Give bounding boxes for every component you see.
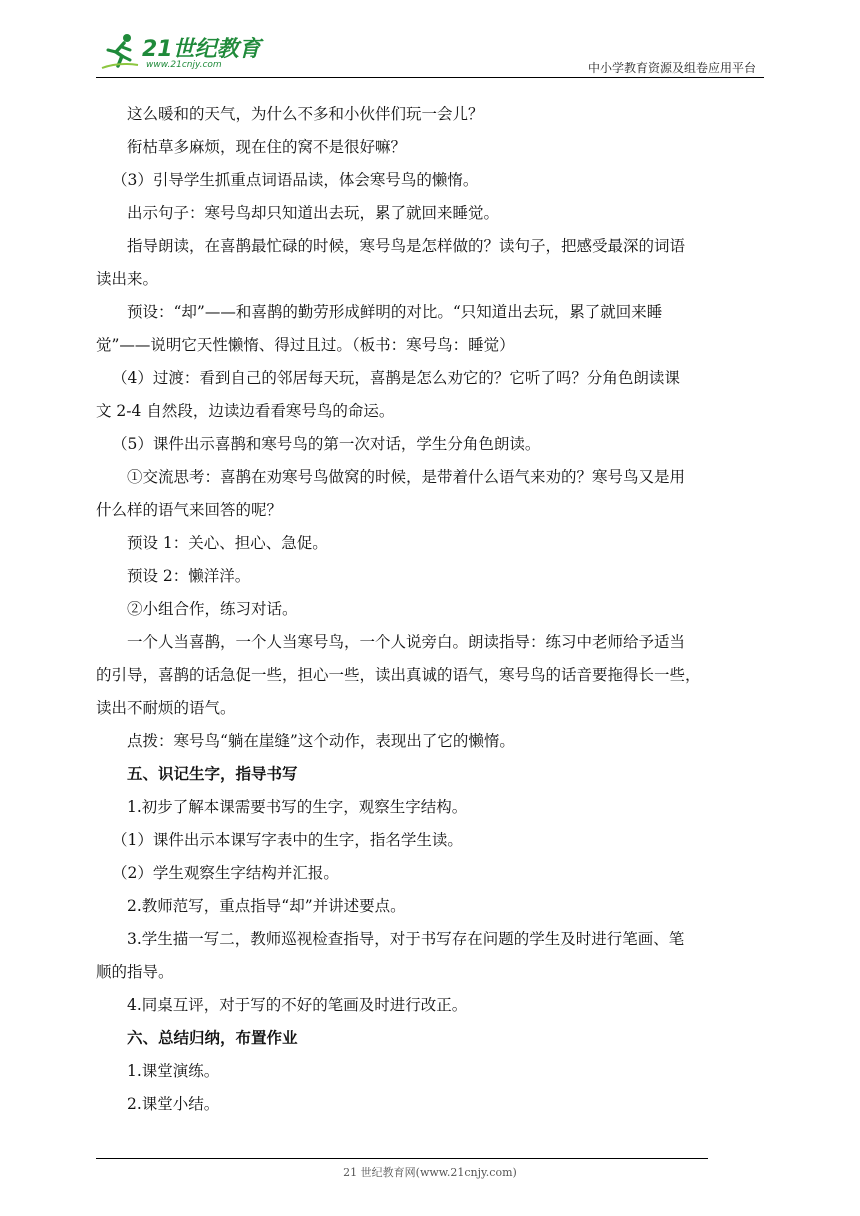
paragraph-line: 1.初步了解本课需要书写的生字，观察生字结构。 [127, 798, 468, 816]
paragraph-line: 预设：“却”——和喜鹊的勤劳形成鲜明的对比。“只知道出去玩，累了就回来睡 [127, 303, 663, 321]
paragraph-line: 什么样的语气来回答的呢？ [96, 501, 283, 519]
section-heading: 五、识记生字，指导书写 [127, 765, 298, 783]
section-heading: 六、总结归纳，布置作业 [127, 1029, 298, 1047]
page-footer: 21 世纪教育网(www.21cnjy.com) [343, 1166, 517, 1179]
page-header [96, 30, 764, 80]
paragraph-line: 读出来。 [96, 270, 159, 288]
footer-divider [96, 1158, 708, 1159]
paragraph-line: 衔枯草多麻烦，现在住的窝不是很好嘛？ [127, 138, 407, 156]
paragraph-line: 顺的指导。 [96, 963, 174, 981]
paragraph-line: 觉”——说明它天性懒惰、得过且过。（板书：寒号鸟：睡觉） [96, 336, 515, 354]
logo-brand-text: 21世纪教育 [142, 37, 261, 62]
site-logo [96, 30, 266, 78]
paragraph-line: ①交流思考：喜鹊在劝寒号鸟做窝的时候，是带着什么语气来劝的？寒号鸟又是用 [127, 468, 686, 486]
paragraph-line: （2）学生观察生字结构并汇报。 [112, 864, 339, 882]
paragraph-line: （3）引导学生抓重点词语品读，体会寒号鸟的懒惰。 [112, 171, 479, 189]
paragraph-line: 读出不耐烦的语气。 [96, 699, 236, 717]
paragraph-line: 这么暖和的天气，为什么不多和小伙伴们玩一会儿？ [127, 105, 484, 123]
paragraph-line: ②小组合作，练习对话。 [127, 600, 298, 618]
paragraph-line: 预设 2：懒洋洋。 [127, 567, 251, 585]
paragraph-line: 1.课堂演练。 [127, 1062, 220, 1080]
logo-url-text: www.21cnjy.com [146, 60, 222, 70]
header-divider [96, 77, 764, 78]
paragraph-line: （4）过渡：看到自己的邻居每天玩，喜鹊是怎么劝它的？它听了吗？分角色朗读课 [112, 369, 680, 387]
paragraph-line: 4.同桌互评，对于写的不好的笔画及时进行改正。 [127, 996, 468, 1014]
runner-logo-icon [100, 32, 140, 72]
paragraph-line: 的引导，喜鹊的话急促一些，担心一些，读出真诚的语气，寒号鸟的话音要拖得长一些， [96, 666, 701, 684]
paragraph-line: 点拨：寒号鸟“躺在崖缝”这个动作，表现出了它的懒惰。 [127, 732, 515, 750]
paragraph-line: 出示句子：寒号鸟却只知道出去玩，累了就回来睡觉。 [127, 204, 500, 222]
paragraph-line: 指导朗读，在喜鹊最忙碌的时候，寒号鸟是怎样做的？读句子，把感受最深的词语 [127, 237, 686, 255]
document-body [96, 98, 764, 1121]
paragraph-line: （1）课件出示本课写字表中的生字，指名学生读。 [112, 831, 463, 849]
paragraph-line: 文 2-4 自然段，边读边看看寒号鸟的命运。 [96, 402, 395, 420]
paragraph-line: 3.学生描一写二，教师巡视检查指导，对于书写存在问题的学生及时进行笔画、笔 [127, 930, 685, 948]
paragraph-line: 一个人当喜鹊，一个人当寒号鸟，一个人说旁白。朗读指导：练习中老师给予适当 [127, 633, 686, 651]
paragraph-line: 预设 1：关心、担心、急促。 [127, 534, 328, 552]
paragraph-line: 2.课堂小结。 [127, 1095, 220, 1113]
platform-title: 中小学教育资源及组卷应用平台 [587, 61, 756, 75]
paragraph-line: 2.教师范写，重点指导“却”并讲述要点。 [127, 897, 406, 915]
paragraph-line: （5）课件出示喜鹊和寒号鸟的第一次对话，学生分角色朗读。 [112, 435, 541, 453]
